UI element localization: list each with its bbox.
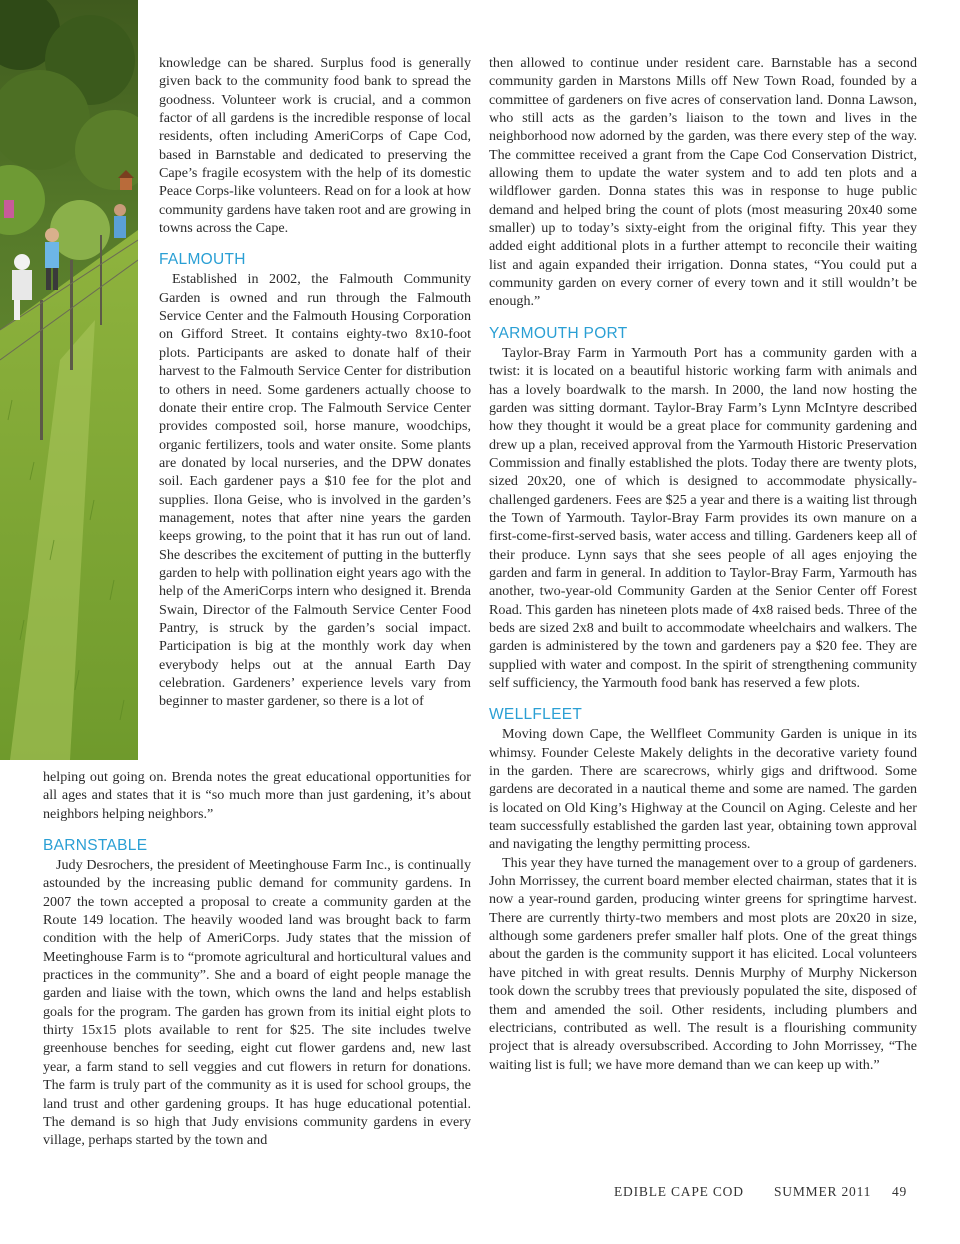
falmouth-heading: FALMOUTH	[159, 251, 246, 269]
falmouth-paragraph-continued: helping out going on. Brenda notes the great educational opportunities for all ages and states that it is “so much more than just gardening, it’s about neighbors helping neighbors.”	[43, 769, 471, 822]
left-column-bottom	[43, 768, 471, 1150]
left-column-top	[159, 54, 471, 711]
falmouth-paragraph: Established in 2002, the Falmouth Community Garden is owned and run through the Falmouth Service Center and the Falmouth Housing Corporation on Gifford Street. It contains eighty-two 8x10-foot plots. Participants are asked to donate half of their harvest to the Falmouth Service Center for distribution to others in need. Some gardeners actually choose to donate their entire crop. The Falmouth Service Center provides composted soil, horse manure, woodchips, organic fertilizers, tools and water onsite. Some plants are donated by local nurseries, and the DPW donates soil. Each gardener pays a $10 fee for the plot and supplies. Ilona Geise, who is involved in the garden’s management, notes that after nine years the garden keeps growing, to the point that it has run out of land. She describes the excitement of putting in the butterfly garden to help with pollination eight years ago with the help of the AmeriCorps intern who designed it. Brenda Swain, Director of the Falmouth Service Center Food Pantry, is struck by the garden’s social impact. Participation is big at the monthly work day when everybody helps out at the annual Earth Day celebration. Gardeners’ experience levels vary from beginner to master gardener, so there is a lot of	[159, 271, 471, 710]
barnstable-heading: BARNSTABLE	[43, 837, 148, 855]
footer-season: SUMMER 2011	[774, 1184, 872, 1199]
barnstable-paragraph-continued: then allowed to continue under resident care. Barnstable has a second community garden in Marstons Mills off New Town Road, founded by a committee of gardeners on five acres of conservation land. Donna Lawson, who still acts as the garden’s liaison to the town and lives in the neighborhood now adorned by the garden, was there every step of the way. The committee received a grant from the Cape Cod Conservation District, allowing them to update the water system and to add ten plots and a wildflower garden. Donna states this was in response to huge public demand and helped bring the count of plots (most measuring 20x40 some smaller) up to today’s sixty-eight from the original fifty. This year they added eight additional plots in a further attempt to reconcile their waiting list and again expanded their irrigation. Donna states, “You could put a community garden on every corner of every town and it still wouldn’t be enough.”	[489, 55, 917, 310]
yarmouth-heading: YARMOUTH PORT	[489, 324, 628, 342]
wellfleet-paragraph-2: This year they have turned the management over to a group of gardeners. John Morrissey, the current board member elected chairman, states that it is now a year-round garden, producing winter greens for springtime harvest. There are currently thirty-two members and most plots are 20x20 in size, although some gardeners prefer smaller half plots. One of the great things about the garden is the community support it has elicited. Local volunteers have pitched in with great results. Dennis Murphy of Murphy Nickerson took down the scrubby trees that previously populated the site, disposed of them and amended the soil. Other residents, including plumbers and electricians, contributed as well. The result is a flourishing community project that is already oversubscribed. According to John Morrissey, “The waiting list is full; we have more demand than we can keep up with.”	[489, 854, 917, 1073]
wellfleet-heading: WELLFLEET	[489, 706, 583, 724]
page-footer	[614, 1184, 924, 1200]
footer-magazine: EDIBLE CAPE COD	[614, 1184, 744, 1199]
page-number: 49	[892, 1184, 908, 1199]
yarmouth-paragraph: Taylor-Bray Farm in Yarmouth Port has a community garden with a twist: it is located on a beautiful historic working farm with animals and has a lovely boardwalk to the marsh. In 2000, the land now hosting the garden was sitting dormant. Taylor-Bray Farm’s Lynn McIntyre described how they thought it would be a great place for community gardening and drew up a plan, received approval from the Yarmouth Historic Preservation Commission and finally established the plots. Today there are twenty plots, sized 20x20, one of which is designed to accommodate physically-challenged gardeners. Fees are $25 a year and there is a waiting list through the Town of Yarmouth. Taylor-Bray Farm provides its own manure on a first-come-first-served basis, water access and tilling. Gardeners keep all of their produce. Lynn says that she sees people of all ages enjoying the garden and farm in general. In addition to Taylor-Bray Farm, Yarmouth has another, two-year-old Community Garden at the Senior Center off Forest Road. This garden has nineteen plots made of 4x8 raised beds. Three of the beds are sized 2x8 and built to accommodate wheelchairs and walkers. The garden is administered by the town and gardeners pay a $20 fee. They are supplied with water and compost. In the spirit of strengthening community self sufficiency, the Yarmouth food bank has reserved a few plots.	[489, 344, 917, 691]
garden-photo	[0, 0, 138, 760]
intro-paragraph: knowledge can be shared. Surplus food is generally given back to the community food bank to spread the goodness. Volunteer work is crucial, and a common factor of all gardens is the incredible response of local residents, often including AmeriCorps of Cape Cod, based in Barnstable and dedicated to preserving the Cape’s fragile ecosystem with the help of its domestic Peace Corps-like volunteers. Read on for a look at how community gardens have taken root and are growing in towns across the Cape.	[159, 55, 471, 237]
barnstable-paragraph: Judy Desrochers, the president of Meetinghouse Farm Inc., is continually astounded by the increasing public demand for community gardens. In 2007 the town accepted a proposal to create a community garden at the Route 149 location. The heavily wooded land was brought back to farm condition with the help of AmeriCorps. Judy states that the mission of Meetinghouse Farm is to “promote agricultural and horticultural values and practices in the community”. She and a board of eight people manage the garden and liaise with the town, which owns the land and helps establish goals for the program. The garden has grown from its initial eight plots to thirty 15x15 plots available to rent for $25. The site includes twelve greenhouse benches for seeding, eight cut flower gardens and, new last year, a farm stand to sell veggies and cut flowers in return for donations. The farm is truly part of the community as it is used for school groups, the land trust and other gardening groups. It has huge educational potential. The demand is so high that Judy envisions community gardens in every village, perhaps started by the town and	[43, 857, 471, 1149]
wellfleet-paragraph-1: Moving down Cape, the Wellfleet Community Garden is unique in its whimsy. Founder Celeste Makely delights in the decorative variety found in the garden. There are scarecrows, whirly gigs and driftwood. Some gardens are decorated in a nautical theme and some are named. The garden is located on Old King’s Highway at the Council on Aging. Celeste and her team successfully established the garden last year, obtaining town approval and navigating the lengthy permitting process.	[489, 726, 917, 853]
right-column	[489, 54, 917, 1074]
